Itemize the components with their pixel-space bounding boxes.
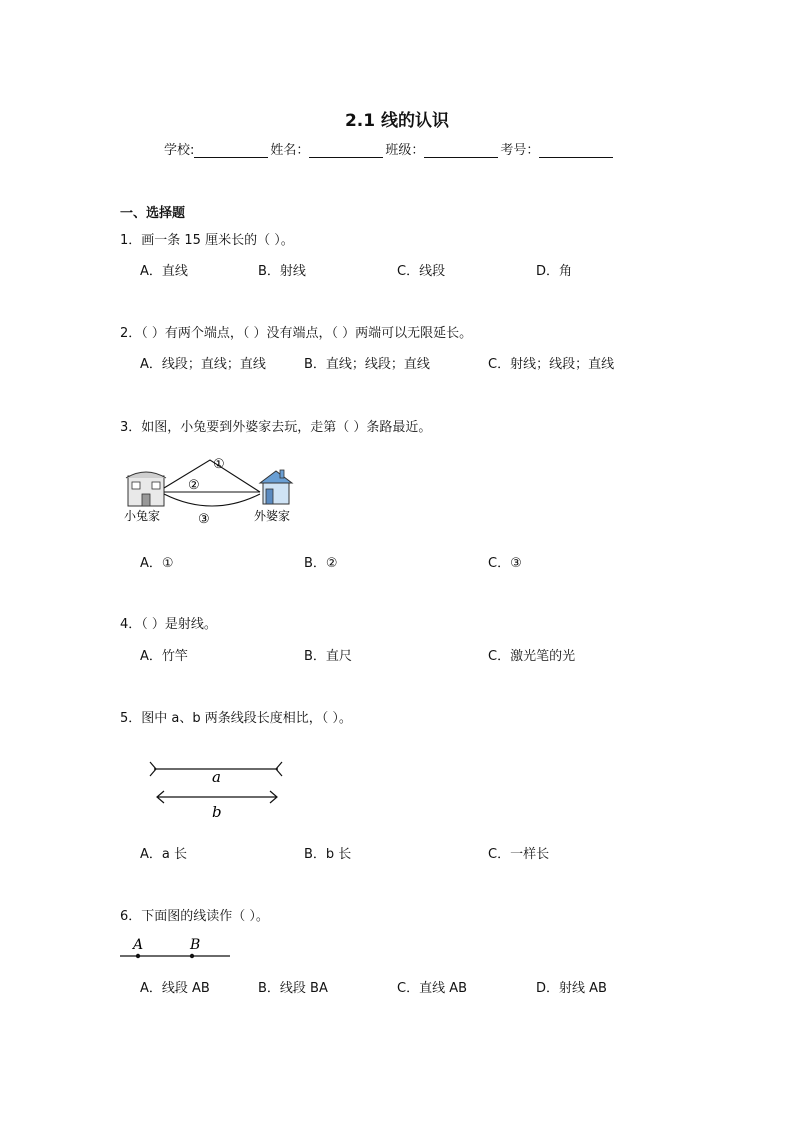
- q4-option-c[interactable]: C．激光笔的光: [488, 649, 576, 664]
- q6-option-b[interactable]: B．线段 BA: [258, 981, 328, 996]
- q5-option-a[interactable]: A．a 长: [140, 847, 187, 862]
- route-2-label: ②: [188, 478, 200, 493]
- line-ab-figure: [118, 934, 238, 964]
- name-blank[interactable]: [309, 144, 383, 158]
- grandma-home-label: 外婆家: [254, 509, 291, 523]
- q1-option-c[interactable]: C．线段: [397, 264, 446, 279]
- q6-option-c[interactable]: C．直线 AB: [397, 981, 468, 996]
- question-6: 6．下面图的线读作（ ）。: [120, 909, 269, 924]
- segments-figure: [146, 758, 290, 824]
- school-label: 学校:: [164, 143, 195, 158]
- q6-option-d[interactable]: D．射线 AB: [536, 981, 607, 996]
- q1-option-b[interactable]: B．射线: [258, 264, 306, 279]
- point-a: [136, 954, 140, 958]
- q2-option-a[interactable]: A．线段；直线；直线: [140, 357, 266, 372]
- q4-option-b[interactable]: B．直尺: [304, 649, 352, 664]
- route-1-label: ①: [213, 457, 225, 472]
- class-blank[interactable]: [424, 144, 498, 158]
- question-4: 4．（ ）是射线。: [120, 617, 217, 632]
- route-figure: [120, 452, 310, 532]
- q4-option-a[interactable]: A．竹竿: [140, 649, 188, 664]
- q3-option-c[interactable]: C．③: [488, 556, 522, 571]
- segment-a-label: a: [212, 768, 221, 786]
- q5-option-c[interactable]: C．一样长: [488, 847, 550, 862]
- question-2: 2．（ ）有两个端点，（ ）没有端点，（ ）两端可以无限延长。: [120, 326, 473, 341]
- route-3-label: ③: [198, 512, 210, 527]
- grandma-home-icon: [260, 470, 292, 504]
- number-blank[interactable]: [539, 144, 613, 158]
- point-a-label: A: [133, 937, 144, 953]
- rabbit-home-label: 小兔家: [124, 509, 161, 523]
- segment-b-label: b: [212, 803, 222, 821]
- q1-option-a[interactable]: A．直线: [140, 264, 188, 279]
- school-blank[interactable]: [194, 144, 268, 158]
- section-heading: 一、选择题: [120, 206, 186, 221]
- q5-option-b[interactable]: B．b 长: [304, 847, 352, 862]
- number-label: 考号：: [500, 143, 540, 158]
- question-3: 3．如图，小兔要到外婆家去玩，走第（ ）条路最近。: [120, 420, 432, 435]
- student-info-line: [164, 139, 615, 158]
- q2-option-c[interactable]: C．射线；线段；直线: [488, 357, 615, 372]
- route-1-line: [164, 460, 260, 492]
- rabbit-home-icon: [126, 472, 166, 506]
- route-3-line: [164, 494, 260, 506]
- q1-option-d[interactable]: D．角: [536, 264, 573, 279]
- point-b: [190, 954, 194, 958]
- q3-option-b[interactable]: B．②: [304, 556, 338, 571]
- q2-option-b[interactable]: B．直线；线段；直线: [304, 357, 430, 372]
- page-title: 2.1 线的认识: [344, 111, 450, 131]
- class-label: 班级：: [385, 143, 425, 158]
- q6-option-a[interactable]: A．线段 AB: [140, 981, 210, 996]
- q3-option-a[interactable]: A．①: [140, 556, 174, 571]
- point-b-label: B: [190, 937, 201, 953]
- name-label: 姓名：: [270, 143, 310, 158]
- question-5: 5．图中 a、b 两条线段长度相比，（ ）。: [120, 711, 352, 726]
- question-1: 1．画一条 15 厘米长的（ ）。: [120, 233, 294, 248]
